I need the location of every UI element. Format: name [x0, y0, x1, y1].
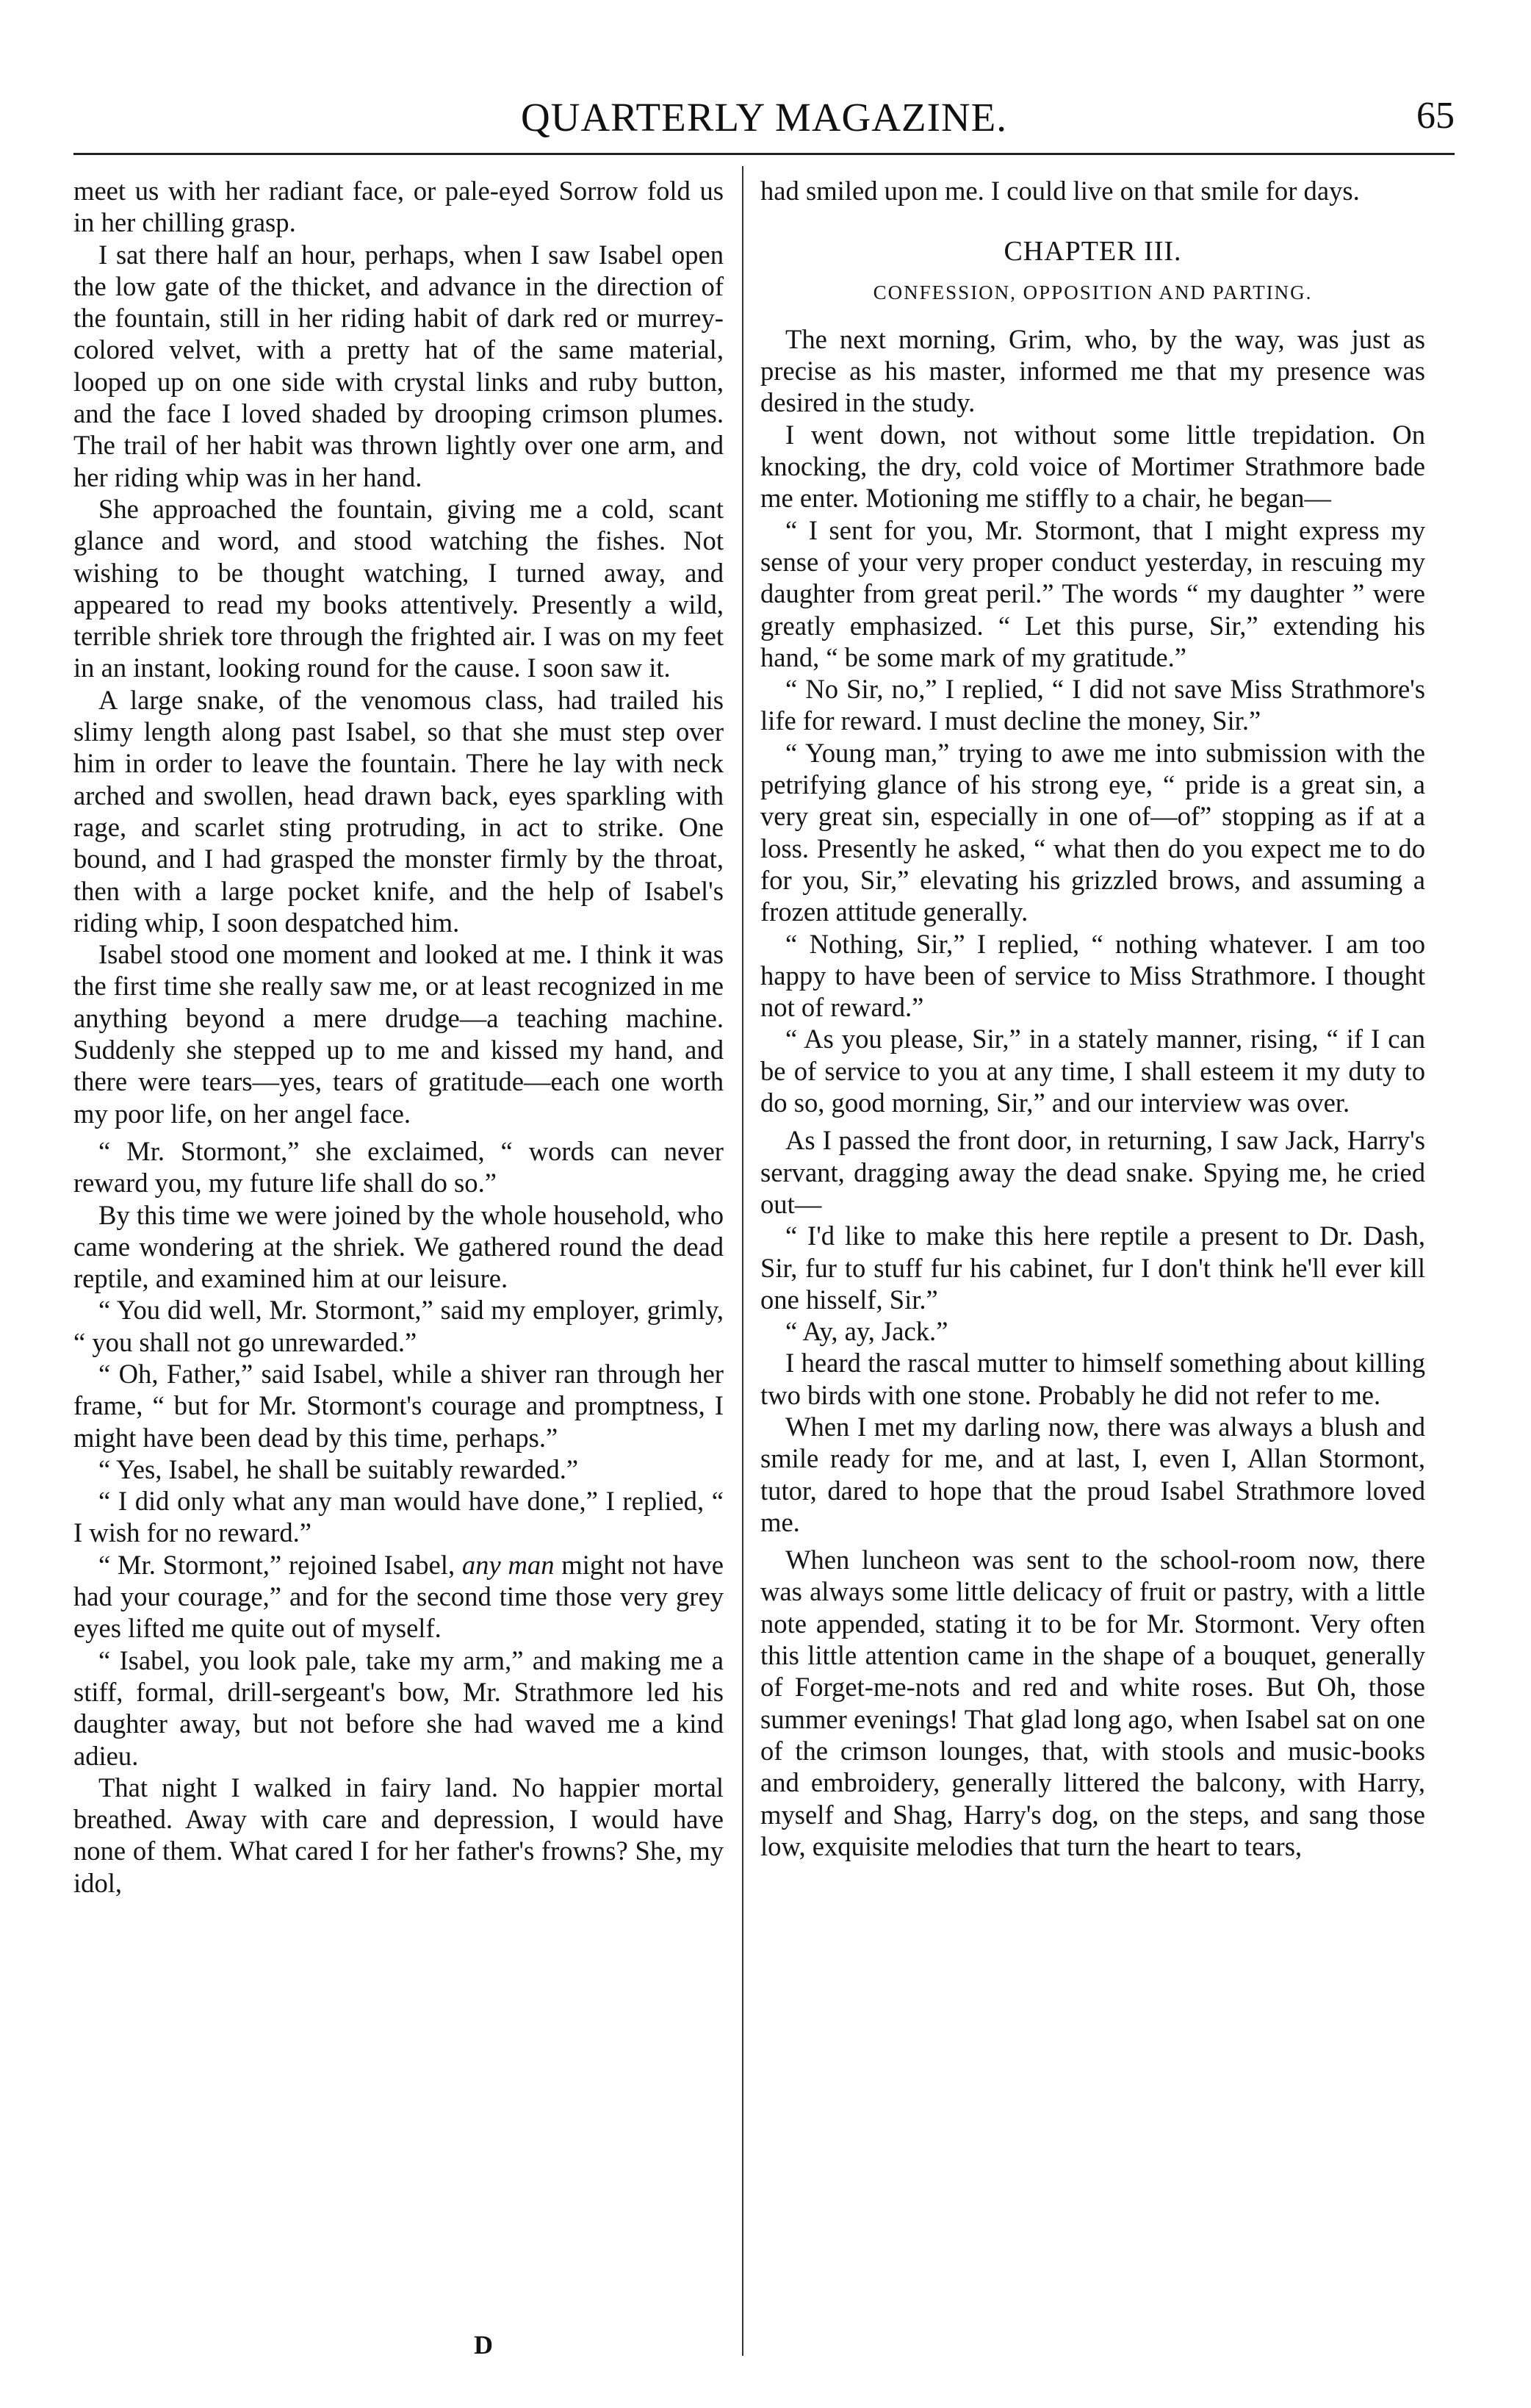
- paragraph: “ I'd like to make this here reptile a present to Dr. Dash, Sir, fur to stuff fur his cabinet, fur I don't think he'll ever kill one hisself, Sir.”: [760, 1221, 1425, 1315]
- paragraph-any-man: “ Mr. Stormont,” rejoined Isabel, any man might not have had your courage,” and for the second time those very grey eyes lifted me quite out of myself.: [73, 1549, 724, 1644]
- left-column: [73, 175, 724, 1899]
- paragraph: “ Ay, ay, Jack.”: [785, 1316, 948, 1347]
- paragraph: I heard the rascal mutter to himself something about killing two birds with one stone. Probably he did not refer to me.: [760, 1348, 1425, 1410]
- paragraph: “ Oh, Father,” said Isabel, while a shiver ran through her frame, “ but for Mr. Stormont's courage and promptness, I might have been dead by this time, perhaps.”: [73, 1358, 724, 1453]
- paragraph: “ You did well, Mr. Stormont,” said my employer, grimly, “ you shall not go unrewarded.”: [73, 1295, 724, 1357]
- paragraph: “ Yes, Isabel, he shall be suitably rewarded.”: [98, 1453, 579, 1484]
- paragraph: When I met my darling now, there was always a blush and smile ready for me, and at last, I, even I, Allan Stormont, tutor, dared to hope that the proud Isabel Strathmore loved me.: [760, 1411, 1425, 1537]
- chapter-subtitle: CONFESSION, OPPOSITION AND PARTING.: [873, 281, 1313, 303]
- paragraph: As I passed the front door, in returning, I saw Jack, Harry's servant, dragging away the dead snake. Spying me, he cried out—: [760, 1125, 1425, 1219]
- paragraph: “ Nothing, Sir,” I replied, “ nothing whatever. I am too happy to have been of service to Miss Strathmore. I thought not of reward.”: [760, 928, 1425, 1023]
- paragraph: I went down, not without some little trepidation. On knocking, the dry, cold voice of Mortimer Strathmore bade me enter. Motioning me stiffly to a chair, he began—: [760, 419, 1425, 514]
- chapter-title: CHAPTER III.: [1004, 236, 1182, 267]
- paragraph: “ As you please, Sir,” in a stately manner, rising, “ if I can be of service to you at any time, I shall esteem it my duty to do so, good morning, Sir,” and our interview was over.: [760, 1024, 1425, 1118]
- signature-mark: D: [474, 2330, 493, 2360]
- paragraph: meet us with her radiant face, or pale-eyed Sorrow fold us in her chilling grasp.: [73, 176, 724, 238]
- paragraph: That night I walked in fairy land. No happier mortal breathed. Away with care and depression, I would have none of them. What cared I for her father's frowns? She, my idol,: [73, 1772, 724, 1898]
- running-title: QUARTERLY MAGAZINE.: [521, 95, 1007, 140]
- page-header: [73, 94, 1455, 150]
- paragraph: By this time we were joined by the whole household, who came wondering at the shriek. We gathered round the dead reptile, and examined him at our leisure.: [73, 1199, 724, 1294]
- column-divider: [742, 166, 743, 2356]
- paragraph: A large snake, of the venomous class, had trailed his slimy length along past Isabel, so that she must step over him in order to leave the fountain. There he lay with neck arched and swollen, head drawn back, eyes sparkling with rage, and scarlet sting protruding, in act to strike. One bound, and I had grasped the monster firmly by the throat, then with a large pocket knife, and the help of Isabel's riding whip, I soon despatched him.: [73, 684, 724, 938]
- paragraph: “ Isabel, you look pale, take my arm,” and making me a stiff, formal, drill-sergeant's bow, Mr. Strathmore led his daughter away, but not before she had waved me a kind adieu.: [73, 1645, 724, 1771]
- paragraph: Isabel stood one moment and looked at me. I think it was the first time she really saw me, or at least recognized in me anything beyond a mere drudge—a teaching machine. Suddenly she stepped up to me and kissed my hand, and there were tears—yes, tears of gratitude—each one worth my poor life, on her angel face.: [73, 939, 724, 1129]
- paragraph: When luncheon was sent to the school-room now, there was always some little delicacy of fruit or pastry, with a little note appended, stating it to be for Mr. Stormont. Very often this little attention came in the shape of a bouquet, generally of Forget-me-nots and red and white roses. But Oh, those summer evenings! That glad long ago, when Isabel sat on one of the crimson lounges, that, with stools and music-books and embroidery, generally littered the balcony, with Harry, myself and Shag, Harry's dog, on the steps, and sang those low, exquisite melodies that turn the heart to tears,: [760, 1545, 1425, 1861]
- paragraph: “ Young man,” trying to awe me into submission with the petrifying glance of his strong eye, “ pride is a great sin, a very great sin, especially in one of—of” stopping as if at a loss. Presently he asked, “ what then do you expect me to do for you, Sir,” elevating his grizzled brows, and assuming a frozen attitude generally.: [760, 737, 1425, 927]
- paragraph: “ I sent for you, Mr. Stormont, that I might express my sense of your very proper conduct yesterday, in rescuing my daughter from great peril.” The words “ my daughter ” were greatly emphasized. “ Let this purse, Sir,” extending his hand, “ be some mark of my gratitude.”: [760, 514, 1425, 672]
- paragraph: “ I did only what any man would have done,” I replied, “ I wish for no reward.”: [73, 1486, 724, 1548]
- paragraph: I sat there half an hour, perhaps, when I saw Isabel open the low gate of the thicket, and advance in the direction of the fountain, still in her riding habit of dark red or murrey-colored velvet, with a pretty hat of the same material, looped up on one side with crystal links and ruby button, and the face I loved shaded by drooping crimson plumes. The trail of her habit was thrown lightly over one arm, and her riding whip was in her hand.: [73, 239, 724, 492]
- paragraph: The next morning, Grim, who, by the way, was just as precise as his master, informed me that my presence was desired in the study.: [760, 323, 1425, 418]
- paragraph: “ Mr. Stormont,” she exclaimed, “ words can never reward you, my future life shall do so.”: [73, 1135, 724, 1198]
- emphasis-any-man: any man: [461, 1549, 555, 1580]
- page-number: 65: [1416, 95, 1455, 137]
- header-rule: [73, 153, 1455, 155]
- right-column: [760, 175, 1425, 1862]
- paragraph: “ No Sir, no,” I replied, “ I did not save Miss Strathmore's life for reward. I must decline the money, Sir.”: [760, 674, 1425, 736]
- paragraph: had smiled upon me. I could live on that smile for days.: [760, 176, 1360, 206]
- paragraph: She approached the fountain, giving me a cold, scant glance and word, and stood watching the fishes. Not wishing to be thought watching, I turned away, and appeared to read my books attentively. Presently a wild, terrible shriek tore through the frighted air. I was on my feet in an instant, looking round for the cause. I soon saw it.: [73, 493, 724, 683]
